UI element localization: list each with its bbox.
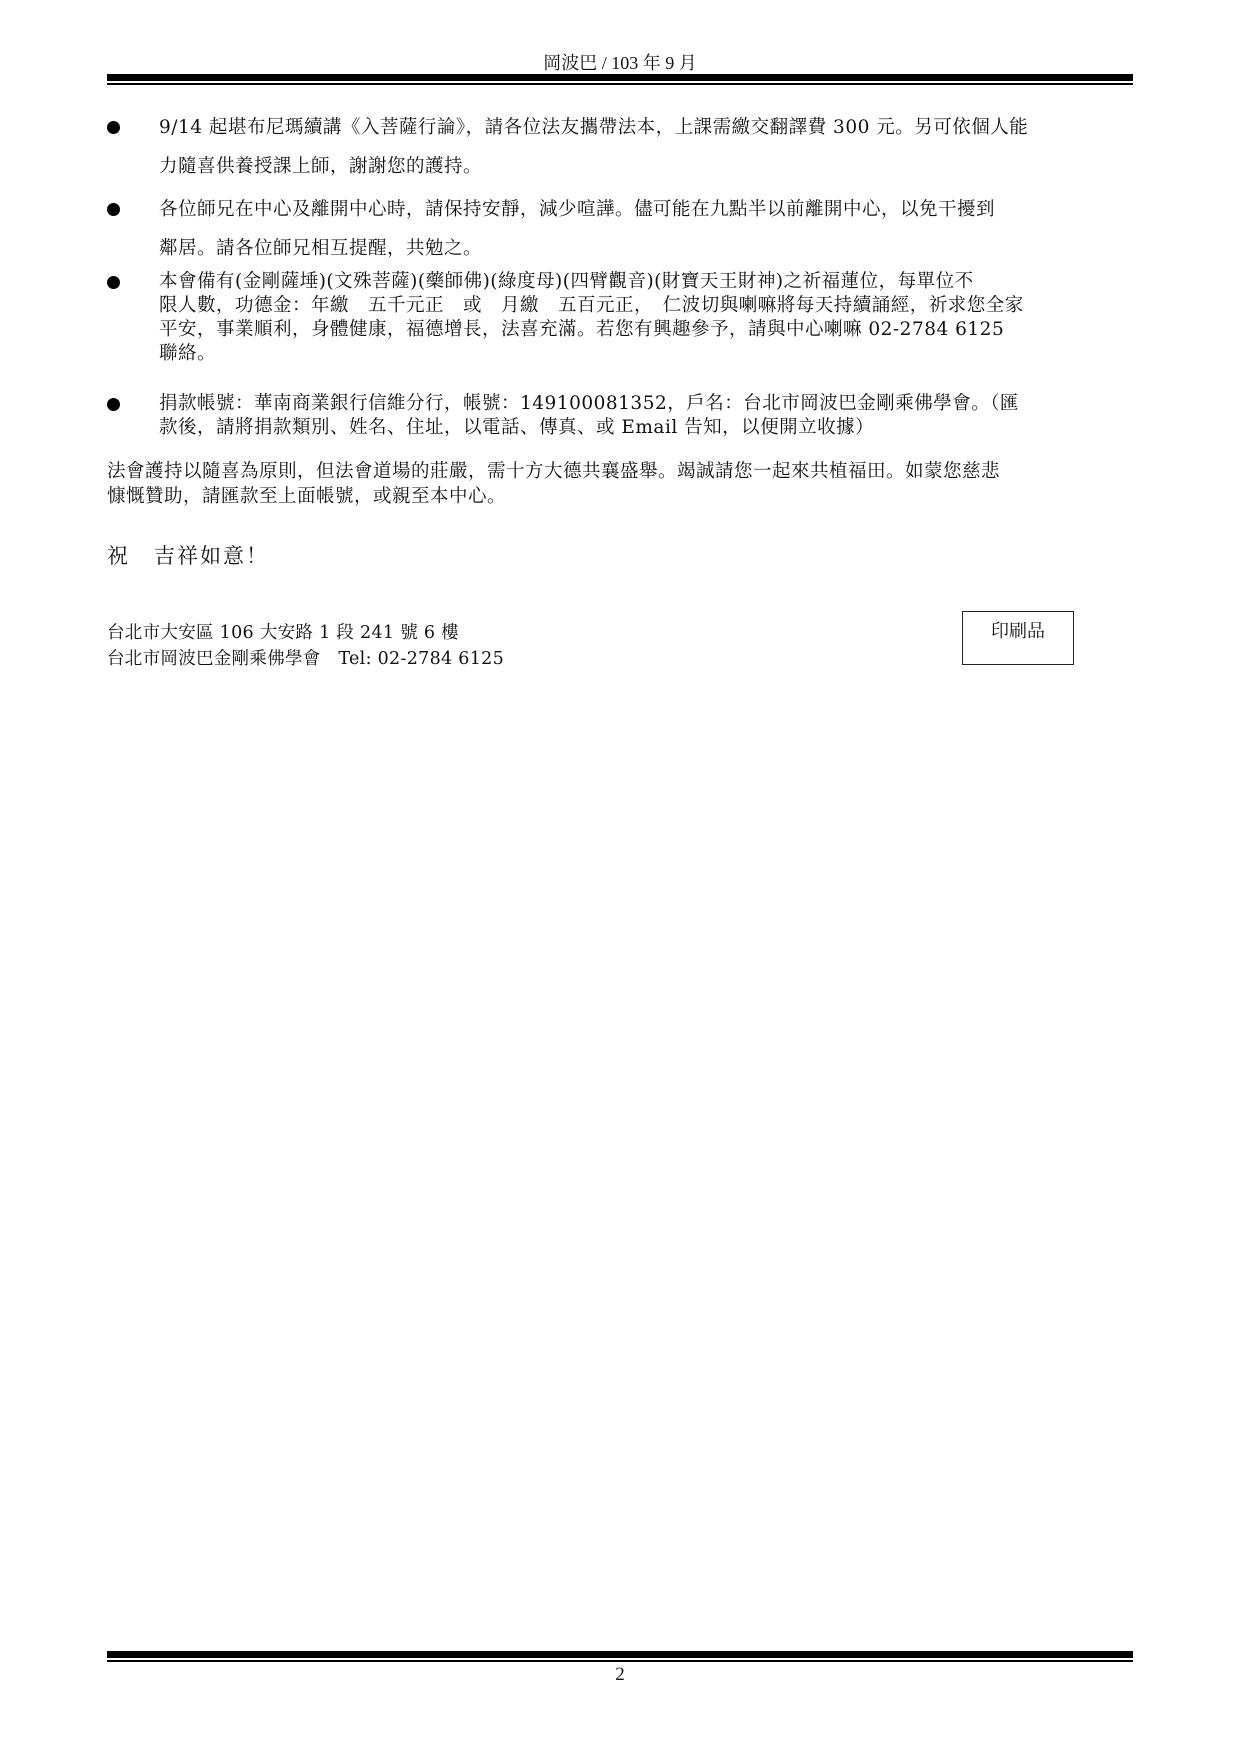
greeting-second: 吉祥如意！ [154,544,269,568]
announcement-line: 聯絡。 [159,343,217,364]
header-rule-thin [107,83,1133,85]
announcement-item [107,392,1167,440]
closing-greeting [107,540,269,570]
announcement-line: 款後，請將捐款類別、姓名、住址，以電話、傳真、或 Email 告知，以便開立收據） [159,417,875,438]
organization-contact-line: 台北市岡波巴金剛乘佛學會 Tel: 02-2784 6125 [107,649,505,669]
bullet-icon [107,121,120,134]
footer-rule-thin [107,1660,1133,1662]
announcement-line: 力隨喜供養授課上師，謝謝您的護持。 [159,156,483,177]
paragraph-line: 法會護持以隨喜為原則，但法會道場的莊嚴，需十方大德共襄盛舉。竭誠請您一起來共植福田。如蒙您慈悲 [107,461,1001,482]
announcement-item [107,190,1167,268]
announcement-line: 本會備有(金剛薩埵)(文殊菩薩)(藥師佛)(綠度母)(四臂觀音)(財寶天王財神)之祈福蓮位，每單位不 [159,271,974,292]
announcement-line: 平安，事業順利，身體健康，福德增長，法喜充滿。若您有興趣參予，請與中心喇嘛 02-2784 6125 [159,319,1005,340]
announcement-item [107,108,1167,186]
announcement-line: 各位師兄在中心及離開中心時，請保持安靜，減少喧譁。儘可能在九點半以前離開中心，以免干擾到 [159,199,996,220]
announcement-line: 限人數，功德金：年繳 五千元正 或 月繳 五百元正， 仁波切與喇嘛將每天持續誦經，祈求您全家 [159,295,1024,316]
greeting-first: 祝 [107,544,130,568]
footer-rule-thick [107,1651,1133,1658]
announcement-line: 鄰居。請各位師兄相互提醒，共勉之。 [159,238,483,259]
announcement-line: 捐款帳號：華南商業銀行信維分行，帳號：149100081352，戶名：台北市岡波巴金剛乘佛學會。（匯 [159,393,1019,414]
printed-matter-stamp: 印刷品 [962,611,1074,665]
announcement-list [107,108,1167,440]
header-rule-thick [107,74,1133,81]
page-number: 2 [615,1664,625,1685]
bullet-icon [107,203,120,216]
address-line: 台北市大安區 106 大安路 1 段 241 號 6 樓 [107,623,459,643]
bullet-icon [107,276,120,289]
announcement-line: 9/14 起堪布尼瑪續講《入菩薩行論》，請各位法友攜帶法本，上課需繳交翻譯費 300 元。另可依個人能 [159,117,1029,138]
address-block [107,620,504,672]
header-title: 岡波巴 / 103 年 9 月 [543,53,697,73]
bullet-icon [107,398,120,411]
donation-paragraph [107,459,1167,509]
paragraph-line: 慷慨贊助，請匯款至上面帳號，或親至本中心。 [107,486,507,507]
announcement-item [107,270,1167,366]
